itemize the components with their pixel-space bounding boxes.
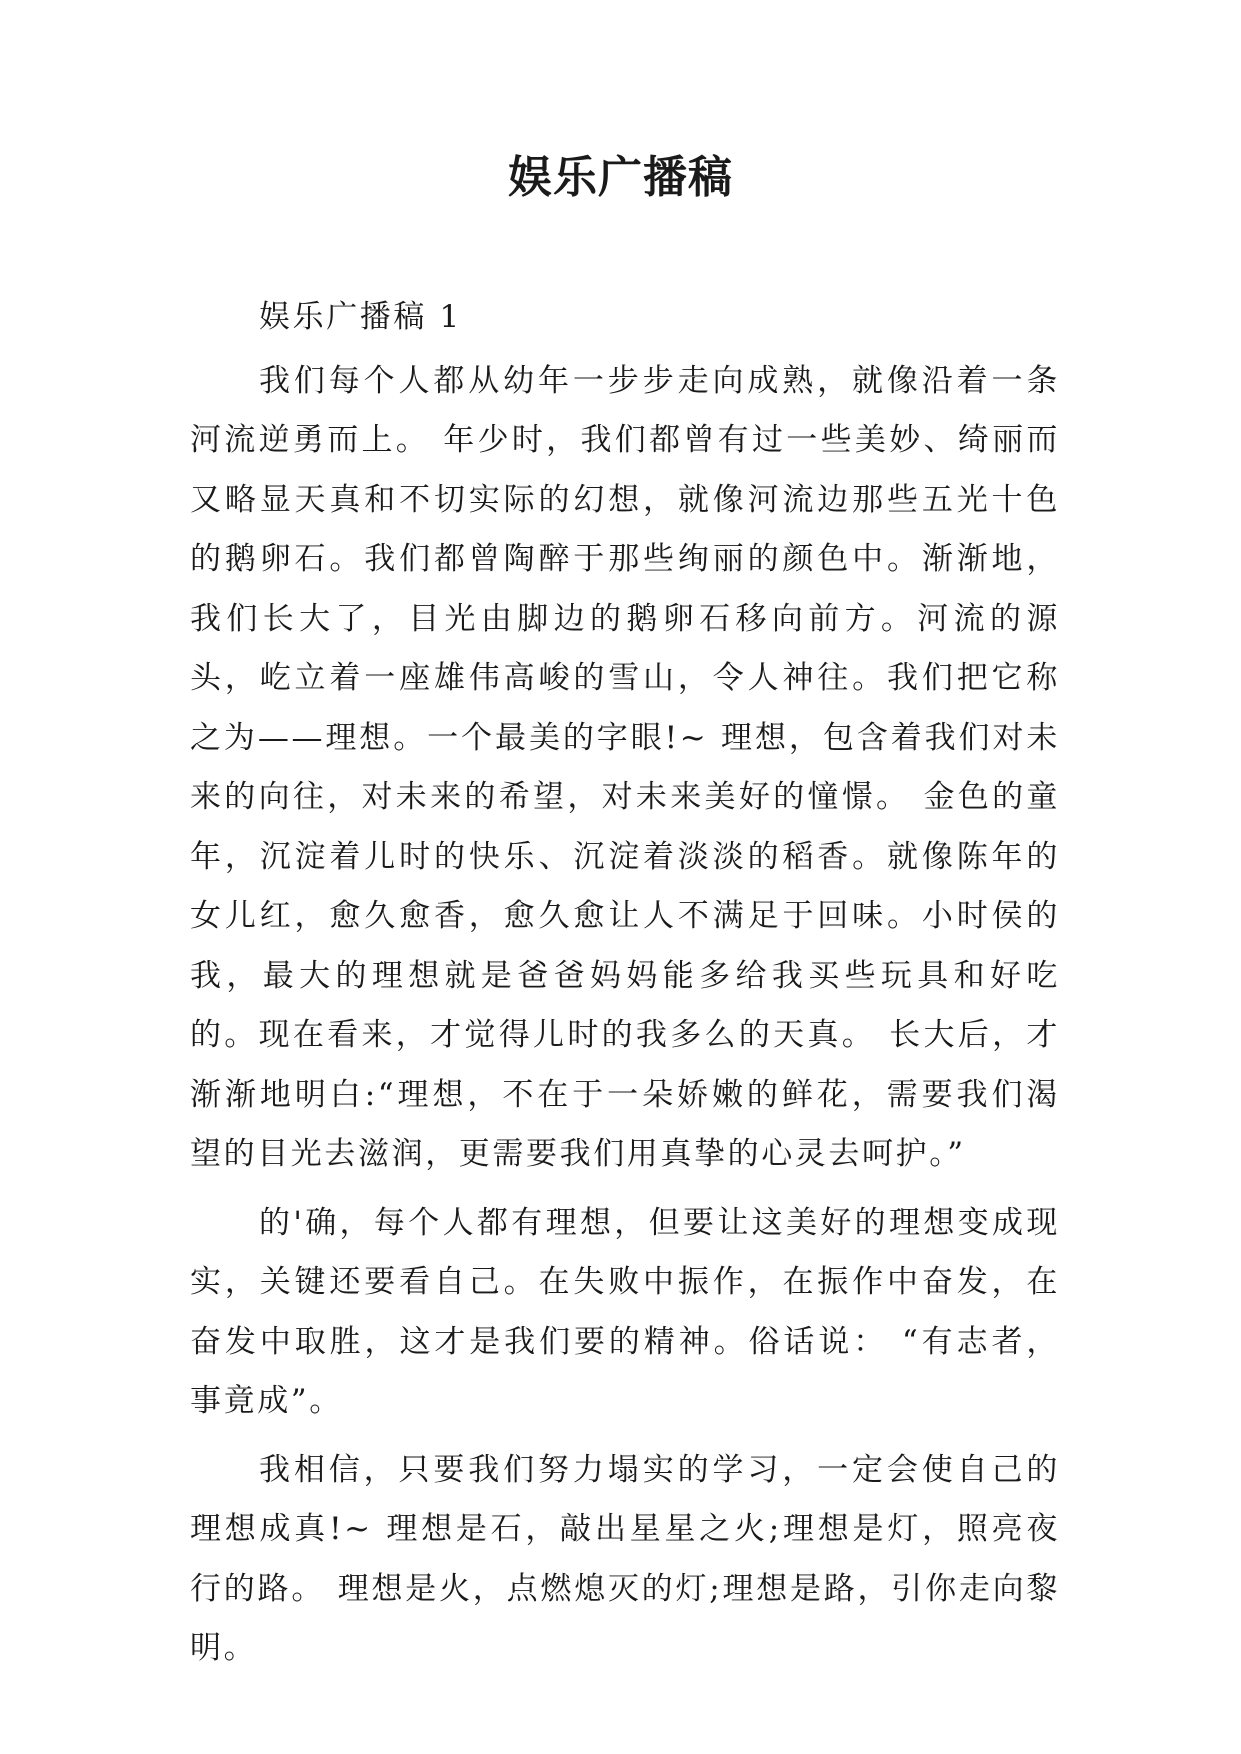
document-body bbox=[190, 288, 1060, 1688]
paragraph-3: 我相信，只要我们努力塌实的学习，一定会使自己的理想成真!~ 理想是石，敲出星星之火;理想是灯，照亮夜行的路。 理想是火，点燃熄灭的灯;理想是路，引你走向黎明。 bbox=[190, 1451, 1060, 1666]
paragraph-1: 我们每个人都从幼年一步步走向成熟，就像沿着一条河流逆勇而上。 年少时，我们都曾有过一些美妙、绮丽而又略显天真和不切实际的幻想，就像河流边那些五光十色的鹅卵石。我们都曾陶醉于那些绚丽的颜色中。渐渐地，我们长大了，目光由脚边的鹅卵石移向前方。河流的源头，屹立着一座雄伟高峻的雪山，令人神往。我们把它称之为——理想。一个最美的字眼!~ 理想，包含着我们对未来的向往，对未来的希望，对未来美好的憧憬。 金色的童年，沉淀着儿时的快乐、沉淀着淡淡的稻香。就像陈年的女儿红，愈久愈香，愈久愈让人不满足于回味。小时侯的我，最大的理想就是爸爸妈妈能多给我买些玩具和好吃的。现在看来，才觉得儿时的我多么的天真。 长大后，才渐渐地明白:“理想，不在于一朵娇嫩的鲜花，需要我们渴望的目光去滋润，更需要我们用真挚的心灵去呵护。” bbox=[190, 362, 1060, 1172]
section-heading: 娱乐广播稿 1 bbox=[259, 299, 462, 335]
paragraph-2: 的'确，每个人都有理想，但要让这美好的理想变成现实，关键还要看自己。在失败中振作，在振作中奋发，在奋发中取胜，这才是我们要的精神。俗话说： “有志者，事竟成”。 bbox=[190, 1204, 1060, 1419]
document-title: 娱乐广播稿 bbox=[508, 152, 733, 203]
